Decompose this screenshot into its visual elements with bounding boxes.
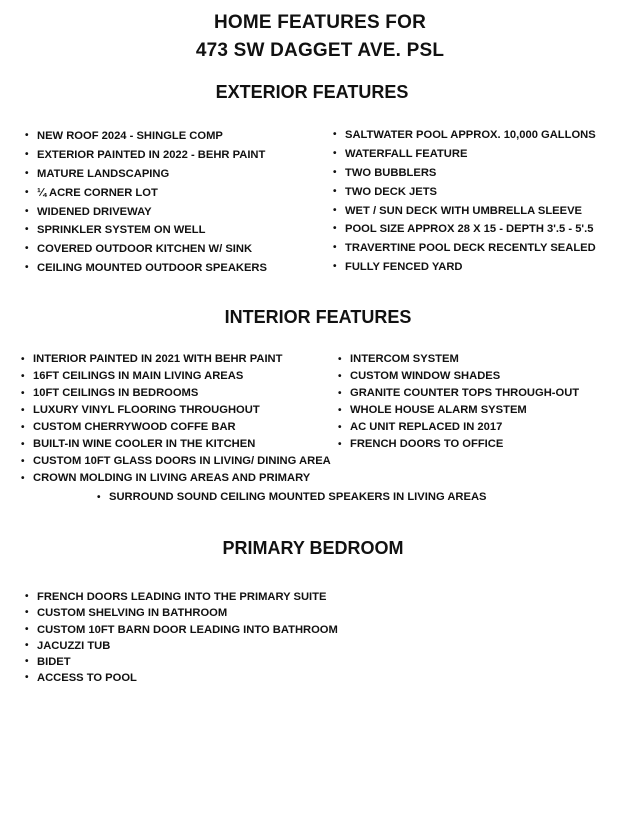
- bullet-icon: •: [25, 262, 29, 274]
- interior-features-left-list: [21, 351, 331, 487]
- list-item: [25, 605, 338, 621]
- list-item: [338, 368, 579, 385]
- bullet-icon: •: [25, 656, 29, 668]
- list-item-text: WATERFALL FEATURE: [345, 147, 468, 160]
- list-item: [25, 221, 267, 240]
- bullet-icon: •: [25, 672, 29, 684]
- list-item-text: WET / SUN DECK WITH UMBRELLA SLEEVE: [345, 204, 583, 217]
- bullet-icon: •: [338, 354, 342, 365]
- list-item: [25, 589, 338, 605]
- primary-bedroom-heading: PRIMARY BEDROOM: [222, 538, 404, 558]
- bullet-icon: •: [25, 224, 29, 236]
- bullet-icon: •: [338, 371, 342, 382]
- list-item: [338, 385, 579, 402]
- list-item: [333, 220, 596, 239]
- list-item-text: CUSTOM 10FT BARN DOOR LEADING INTO BATHROOM: [37, 623, 338, 636]
- list-item: [333, 239, 596, 258]
- list-item: [338, 351, 579, 368]
- list-item-text: BIDET: [37, 656, 71, 669]
- list-item: [333, 258, 596, 277]
- list-item-text: ACCESS TO POOL: [37, 672, 137, 685]
- list-item-text: FULLY FENCED YARD: [345, 261, 463, 274]
- bullet-icon: •: [338, 422, 342, 433]
- primary-bedroom-list: [25, 589, 338, 687]
- list-item: [25, 259, 267, 278]
- list-item: [333, 126, 596, 145]
- list-item-text: ¼ ACRE CORNER LOT: [37, 186, 158, 199]
- list-item: [25, 127, 267, 146]
- list-item-text: INTERCOM SYSTEM: [350, 353, 459, 365]
- list-item: [25, 670, 338, 686]
- bullet-icon: •: [21, 456, 25, 467]
- list-item: [21, 436, 331, 453]
- list-item-text: MATURE LANDSCAPING: [37, 167, 170, 180]
- bullet-icon: •: [25, 130, 29, 141]
- list-item-text: TRAVERTINE POOL DECK RECENTLY SEALED: [345, 242, 596, 255]
- list-item: [21, 470, 331, 487]
- list-item: [25, 240, 267, 259]
- list-item-text: TWO BUBBLERS: [345, 166, 437, 179]
- bullet-icon: •: [333, 242, 337, 254]
- bullet-icon: •: [25, 607, 29, 619]
- list-item-text: LUXURY VINYL FLOORING THROUGHOUT: [33, 404, 260, 416]
- bullet-icon: •: [25, 591, 29, 602]
- list-item: [338, 402, 579, 419]
- list-item: [25, 638, 338, 654]
- list-item: [21, 453, 331, 470]
- list-item-text: CUSTOM WINDOW SHADES: [350, 370, 501, 382]
- list-item: [21, 368, 331, 385]
- list-item: [333, 183, 596, 202]
- list-item-text: SPRINKLER SYSTEM ON WELL: [37, 224, 206, 237]
- list-item: [333, 145, 596, 164]
- bullet-icon: •: [333, 261, 337, 273]
- list-item: [25, 622, 338, 638]
- page-title-line-2: 473 SW DAGGET AVE. PSL: [195, 40, 445, 61]
- list-item: [333, 164, 596, 183]
- exterior-features-right-list: [333, 126, 596, 277]
- list-item-text: JACUZZI TUB: [37, 639, 111, 652]
- list-item-text: BUILT-IN WINE COOLER IN THE KITCHEN: [33, 438, 256, 450]
- page-title-line-1: HOME FEATURES FOR: [213, 12, 427, 33]
- list-item-text: TWO DECK JETS: [345, 185, 437, 198]
- bullet-icon: •: [338, 439, 342, 450]
- list-item: [25, 654, 338, 670]
- bullet-icon: •: [21, 388, 25, 399]
- bullet-icon: •: [25, 205, 29, 217]
- bullet-icon: •: [25, 167, 29, 179]
- bullet-icon: •: [333, 166, 337, 178]
- bullet-icon: •: [25, 623, 29, 635]
- list-item-text: FRENCH DOORS TO OFFICE: [350, 438, 504, 450]
- interior-features-heading: INTERIOR FEATURES: [224, 307, 412, 327]
- list-item-text: CUSTOM CHERRYWOOD COFFE BAR: [33, 421, 236, 433]
- list-item-text: WIDENED DRIVEWAY: [37, 205, 152, 218]
- list-item: [97, 489, 487, 506]
- list-item-text: POOL SIZE APPROX 28 X 15 - DEPTH 3'.5 - 5'.5: [345, 223, 594, 236]
- bullet-icon: •: [333, 204, 337, 216]
- list-item: [21, 419, 331, 436]
- bullet-icon: •: [21, 354, 25, 365]
- list-item-text: COVERED OUTDOOR KITCHEN W/ SINK: [37, 243, 253, 256]
- bullet-icon: •: [25, 148, 29, 160]
- bullet-icon: •: [21, 473, 25, 484]
- bullet-icon: •: [21, 439, 25, 450]
- bullet-icon: •: [333, 147, 337, 159]
- list-item: [21, 351, 331, 368]
- bullet-icon: •: [21, 405, 25, 416]
- interior-features-right-list: [338, 351, 579, 453]
- list-item-text: WHOLE HOUSE ALARM SYSTEM: [350, 404, 527, 416]
- list-item: [21, 385, 331, 402]
- list-item-text: CEILING MOUNTED OUTDOOR SPEAKERS: [37, 262, 267, 275]
- list-item: [25, 146, 267, 165]
- list-item-text: CROWN MOLDING IN LIVING AREAS AND PRIMARY: [33, 472, 311, 484]
- list-item-text: SALTWATER POOL APPROX. 10,000 GALLONS: [345, 129, 596, 141]
- bullet-icon: •: [333, 185, 337, 197]
- list-item: [21, 402, 331, 419]
- list-item-text: FRENCH DOORS LEADING INTO THE PRIMARY SUITE: [37, 591, 327, 603]
- list-item-text: SURROUND SOUND CEILING MOUNTED SPEAKERS IN LIVING AREAS: [109, 491, 487, 503]
- list-item-text: INTERIOR PAINTED IN 2021 WITH BEHR PAINT: [33, 353, 283, 365]
- list-item: [333, 202, 596, 221]
- list-item: [25, 165, 267, 184]
- list-item-text: CUSTOM SHELVING IN BATHROOM: [37, 607, 228, 620]
- bullet-icon: •: [97, 492, 101, 503]
- bullet-icon: •: [333, 129, 337, 140]
- exterior-features-left-list: [25, 127, 267, 278]
- list-item: [338, 436, 579, 453]
- bullet-icon: •: [338, 388, 342, 399]
- list-item: [25, 184, 267, 203]
- list-item-text: GRANITE COUNTER TOPS THROUGH-OUT: [350, 387, 580, 399]
- bullet-icon: •: [21, 371, 25, 382]
- bullet-icon: •: [338, 405, 342, 416]
- list-item: [25, 203, 267, 222]
- interior-features-extra-list: [97, 489, 487, 506]
- list-item-text: EXTERIOR PAINTED IN 2022 - BEHR PAINT: [37, 148, 266, 161]
- list-item-text: AC UNIT REPLACED IN 2017: [350, 421, 503, 433]
- exterior-features-heading: EXTERIOR FEATURES: [215, 82, 409, 102]
- bullet-icon: •: [25, 639, 29, 651]
- list-item-text: 10FT CEILINGS IN BEDROOMS: [33, 387, 199, 399]
- bullet-icon: •: [25, 243, 29, 255]
- list-item-text: CUSTOM 10FT GLASS DOORS IN LIVING/ DINING AREA: [33, 455, 331, 467]
- list-item: [338, 419, 579, 436]
- bullet-icon: •: [21, 422, 25, 433]
- list-item-text: 16FT CEILINGS IN MAIN LIVING AREAS: [33, 370, 244, 382]
- bullet-icon: •: [25, 186, 29, 198]
- bullet-icon: •: [333, 223, 337, 235]
- list-item-text: NEW ROOF 2024 - SHINGLE COMP: [37, 130, 223, 142]
